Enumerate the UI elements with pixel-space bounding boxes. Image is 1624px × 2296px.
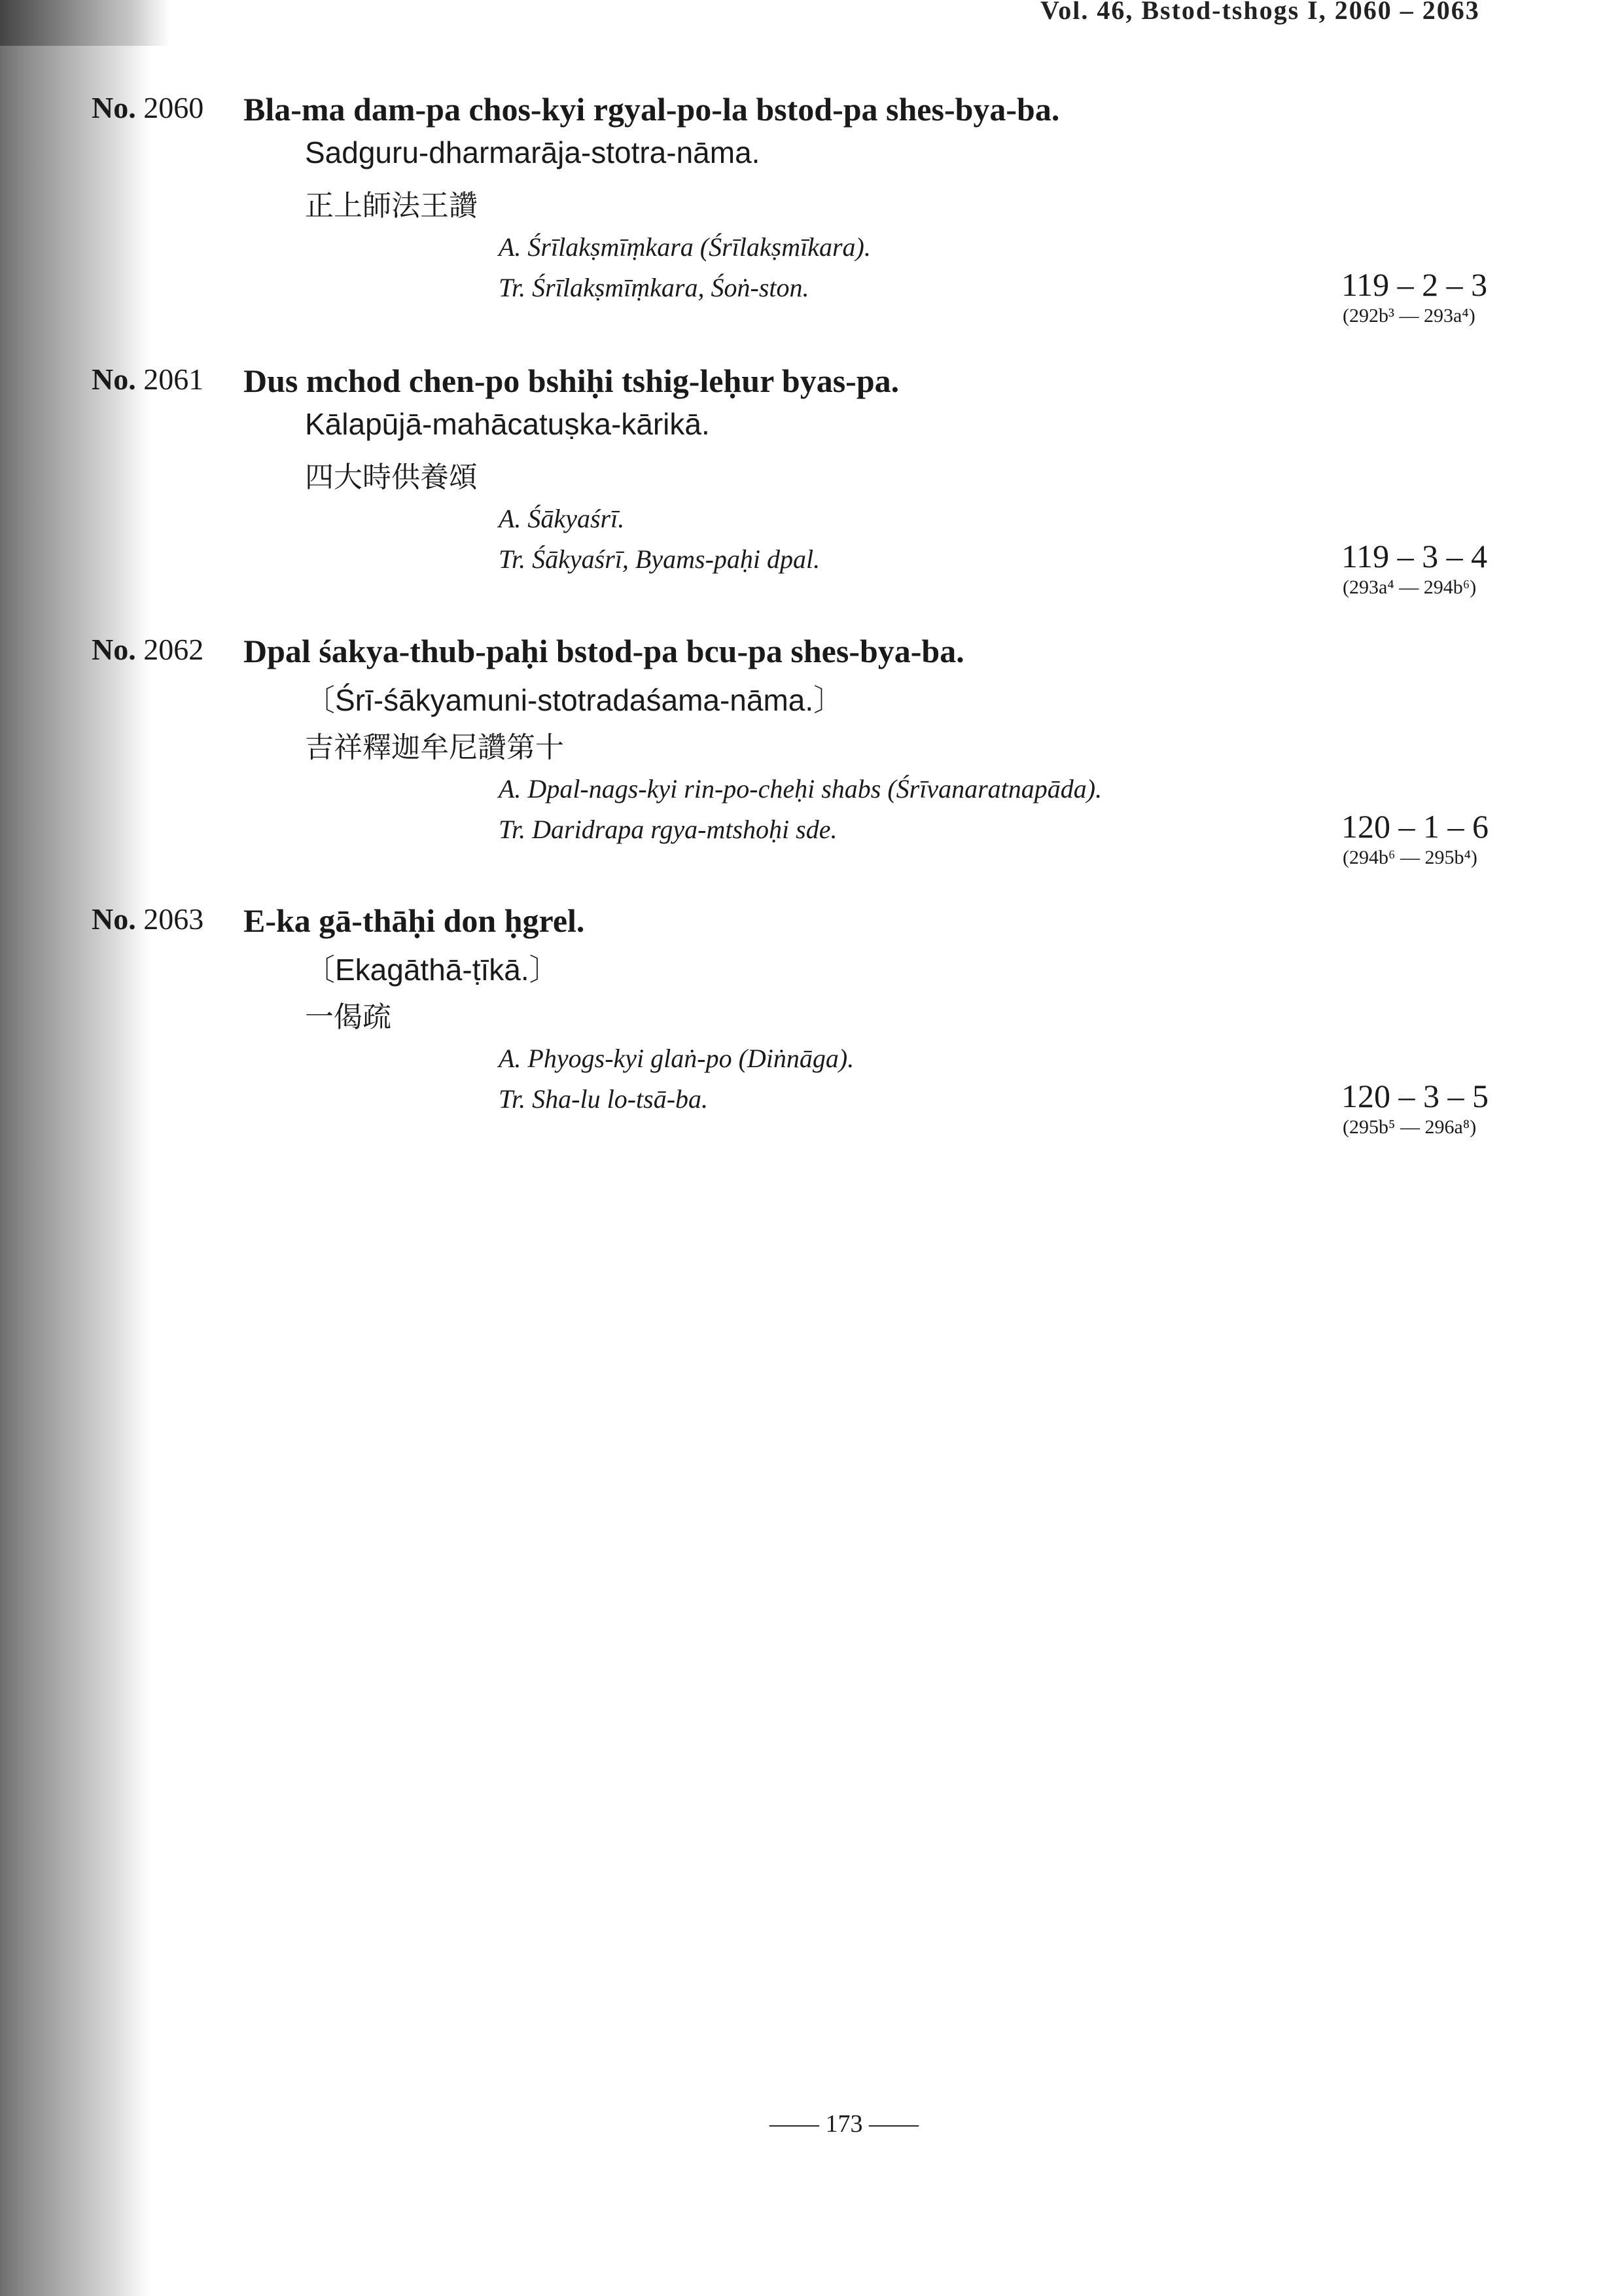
entry-reference: 119 – 3 – 4 — [1341, 538, 1488, 574]
entry-folio-range: (293a⁴ — 294b⁶) — [1343, 576, 1477, 598]
entry-folio-range: (294b⁶ — 295b⁴) — [1343, 847, 1477, 868]
entry-number — [92, 362, 203, 397]
entry-chinese-title: 四大時供養頌 — [305, 461, 478, 494]
spine-top-shadow — [0, 0, 170, 46]
entry-sanskrit-title: 〔Ekagāthā-ṭīkā.〕 — [305, 953, 559, 987]
entry-chinese-title: 一偈疏 — [305, 1000, 391, 1034]
entry-author: A. Phyogs-kyi glaṅ-po (Diṅnāga). — [499, 1044, 855, 1073]
entry-reference: 120 – 1 – 6 — [1341, 808, 1489, 845]
entry-tibetan-title: Dpal śakya-thub-paḥi bstod-pa bcu-pa shes-bya-ba. — [243, 633, 964, 669]
entry-translator: Tr. Śākyaśrī, Byams-paḥi dpal. — [499, 544, 821, 574]
entry-number-label: No. — [92, 91, 136, 124]
entry-chinese-title: 正上師法王讚 — [305, 189, 478, 222]
entry-folio-range: (292b³ — 293a⁴) — [1343, 305, 1475, 327]
entry-number-label: No. — [92, 633, 136, 666]
entry-sanskrit-title: 〔Śrī-śākyamuni-stotradaśama-nāma.〕 — [305, 683, 844, 717]
entry-number-value: 2061 — [143, 362, 204, 396]
entry-number-value: 2063 — [143, 902, 204, 936]
book-spine-shadow — [0, 0, 150, 2296]
entry-chinese-title: 吉祥釋迦牟尼讚第十 — [305, 731, 564, 764]
entry-folio-range: (295b⁵ — 296a⁸) — [1343, 1116, 1477, 1138]
entry-number-label: No. — [92, 362, 136, 396]
entry-author: A. Dpal-nags-kyi rin-po-cheḥi shabs (Śrīvanaratnapāda). — [499, 774, 1103, 804]
entry-number — [92, 632, 203, 667]
entry-translator: Tr. Daridrapa rgya-mtshoḥi sde. — [499, 815, 838, 844]
entry-number-label: No. — [92, 902, 136, 936]
entry-translator: Tr. Sha-lu lo-tsā-ba. — [499, 1084, 709, 1114]
entry-author: A. Śrīlakṣmīṃkara (Śrīlakṣmīkara). — [499, 232, 871, 262]
entry-number-value: 2060 — [143, 91, 204, 124]
entry-tibetan-title: Bla-ma dam-pa chos-kyi rgyal-po-la bstod-pa shes-bya-ba. — [243, 91, 1060, 128]
entry-reference: 120 – 3 – 5 — [1341, 1078, 1489, 1114]
page-number: —— 173 —— — [769, 2110, 919, 2138]
entry-sanskrit-title: Sadguru-dharmarāja-stotra-nāma. — [305, 135, 760, 169]
entry-tibetan-title: E-ka gā-thāḥi don ḥgrel. — [243, 902, 585, 939]
entry-number-value: 2062 — [143, 633, 204, 666]
entry-number — [92, 902, 203, 936]
entry-author: A. Śākyaśrī. — [499, 504, 625, 533]
entry-translator: Tr. Śrīlakṣmīṃkara, Śoṅ-ston. — [499, 273, 809, 302]
entry-tibetan-title: Dus mchod chen-po bshiḥi tshig-leḥur byas-pa. — [243, 362, 900, 399]
entry-reference: 119 – 2 – 3 — [1341, 266, 1488, 303]
entry-sanskrit-title: Kālapūjā-mahācatuṣka-kārikā. — [305, 407, 710, 441]
running-head: Vol. 46, Bstod-tshogs I, 2060 – 2063 — [1040, 1, 1480, 25]
entry-number — [92, 90, 203, 125]
